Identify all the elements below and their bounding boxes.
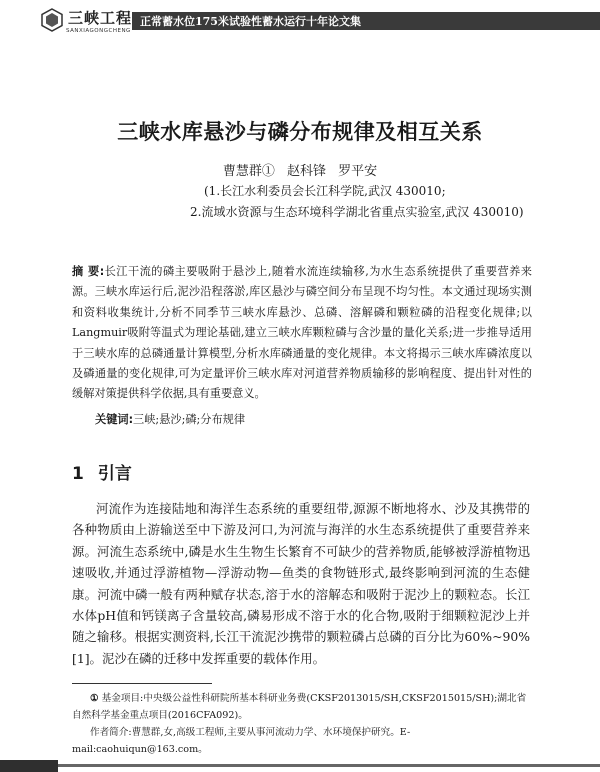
section-heading	[72, 459, 132, 484]
bottom-bar-dark	[0, 760, 58, 772]
paper-authors: 曹慧群① 赵科锋 罗平安	[222, 164, 378, 179]
footnote-author: 作者简介:曹慧群,女,高级工程师,主要从事河流动力学、水环境保护研究。E-mail:caohuiqun@163.com。	[72, 727, 411, 755]
keywords-label: 关键词:	[95, 413, 134, 426]
affiliation-1: (1.长江水利委员会长江科学院,武汉 430010;	[204, 184, 446, 198]
footnotes	[72, 690, 532, 758]
footnote-funding-text: 基金项目:中央级公益性科研院所基本科研业务费(CKSF2013015/SH,CKSF2015015/SH);湖北省自然科学基金重点项目(2016CFA092)。	[72, 693, 527, 721]
abstract	[72, 262, 532, 405]
logo-cn-text: 三峡工程	[68, 9, 133, 27]
bottom-bar-line	[58, 764, 600, 767]
section-number: 1	[72, 464, 84, 484]
sanxia-logo-icon	[40, 8, 64, 32]
page-header	[0, 0, 600, 44]
logo-en-text: SANXIAGONGCHENG	[66, 28, 131, 34]
footnote-funding	[72, 690, 532, 724]
intro-paragraph: 河流作为连接陆地和海洋生态系统的重要纽带,源源不断地将水、沙及其携带的各种物质由上游输送至中下游及河口,为河流与海洋的水生态系统提供了重要营养来源。河流生态系统中,磷是水生生物生长繁育不可缺少的营养物质,能够被浮游植物迅速吸收,并通过浮游植物—浮游动物—鱼类的食物链形式,最终影响到河流的生态健康。河流中磷一般有两种赋存状态,溶于水的溶解态和吸附于泥沙上的颗粒态。长江水体pH值和钙镁离子含量较高,磷易形成不溶于水的化合物,吸附于细颗粒泥沙上并随之输移。根据实测资料,长江干流泥沙携带的颗粒磷占总磷的百分比为60%~90%[1]。泥沙在磷的迁移中发挥重要的载体作用。	[72, 501, 530, 666]
keywords-text: 三峡;悬沙;磷;分布规律	[133, 413, 246, 426]
abstract-label: 摘 要:	[72, 265, 105, 278]
keywords	[95, 411, 245, 427]
section-title: 引言	[97, 464, 132, 484]
page-bottom-bar	[0, 760, 600, 772]
affiliation-2: 2.流域水资源与生态环境科学湖北省重点实验室,武汉 430010)	[190, 205, 524, 219]
paper-title: 三峡水库悬沙与磷分布规律及相互关系	[117, 119, 483, 144]
footnote-marker: ①	[90, 693, 99, 704]
footnote-divider	[72, 683, 212, 684]
abstract-text: 长江干流的磷主要吸附于悬沙上,随着水流连续输移,为水生态系统提供了重要营养来源。三峡水库运行后,泥沙沿程落淤,库区悬沙与磷空间分布呈现不均匀性。本文通过现场实测和资料收集统计,分析不同季节三峡水库悬沙、总磷、溶解磷和颗粒磷的沿程变化规律;以Langmuir吸附等温式为理论基础,建立三峡水库颗粒磷与含沙量的量化关系;进一步推导适用于三峡水库的总磷通量计算模型,分析水库磷通量的变化规律。本文将揭示三峡水库磷浓度以及磷通量的变化规律,可为定量评价三峡水库对河道营养物质输移的影响程度、提出针对性的缓解对策提供科学依据,具有重要意义。	[72, 265, 532, 401]
series-title: 正常蓄水位175米试验性蓄水运行十年论文集	[140, 15, 361, 28]
